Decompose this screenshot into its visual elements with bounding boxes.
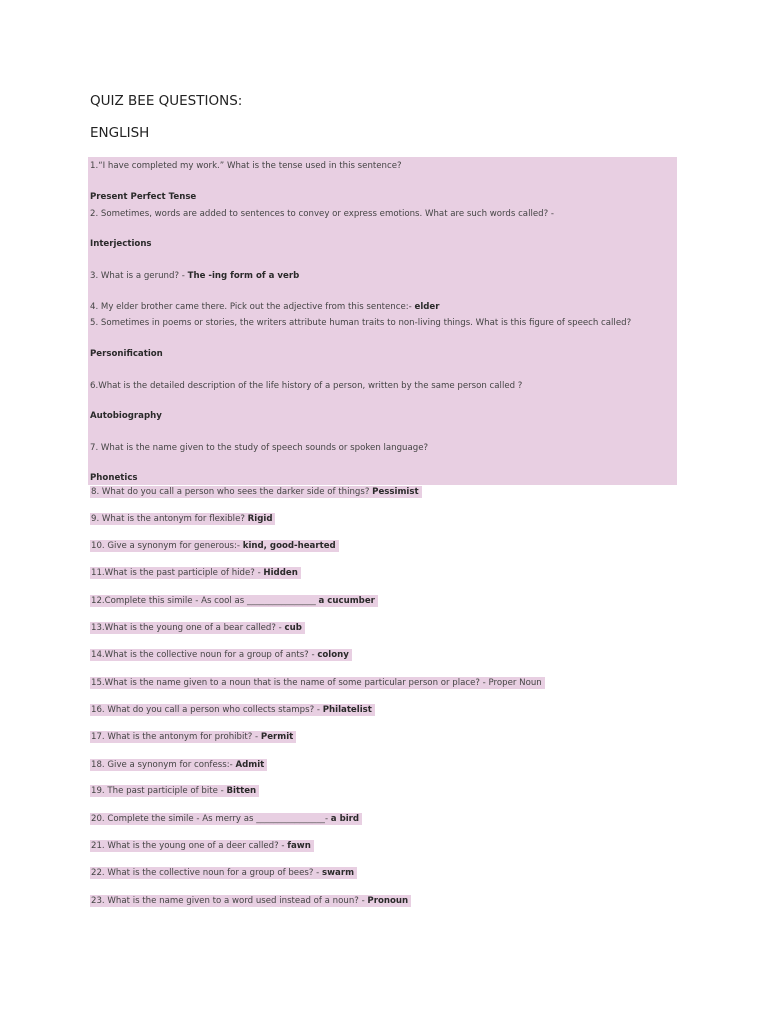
question-line [90, 348, 163, 360]
question-line-content [90, 271, 299, 281]
question-line [90, 813, 362, 825]
question-line [90, 317, 631, 329]
answer-text: a bird [330, 814, 360, 824]
question-line [90, 410, 162, 422]
question-line [90, 301, 440, 313]
question-line [90, 785, 259, 797]
question-text: 17. What is the antonym for prohibit? - [91, 732, 261, 742]
question-text: 18. Give a synonym for confess:- [91, 760, 236, 770]
answer-text: cub [284, 623, 302, 633]
question-text: 1.“I have completed my work.” What is the tense used in this sentence? [90, 161, 402, 171]
question-line [90, 677, 545, 689]
answer-text: Interjections [90, 239, 152, 249]
question-line-content [90, 486, 422, 498]
question-line [90, 540, 339, 552]
question-text: 4. My elder brother came there. Pick out the adjective from this sentence:- [90, 302, 415, 312]
question-line-content [90, 302, 440, 312]
question-text: 8. What do you call a person who sees the darker side of things? [91, 487, 373, 497]
question-line [90, 513, 275, 525]
answer-text: Personification [90, 349, 163, 359]
question-line-content [90, 677, 545, 689]
subject-heading: ENGLISH [90, 125, 150, 141]
answer-text: swarm [322, 868, 355, 878]
question-line [90, 840, 314, 852]
question-line-content [90, 595, 378, 607]
question-line [90, 867, 357, 879]
answer-text: Phonetics [90, 473, 138, 483]
question-text: 14.What is the collective noun for a group of ants? - [91, 650, 318, 660]
answer-text: The -ing form of a verb [187, 271, 300, 281]
question-text: 23. What is the name given to a word used instead of a noun? - [91, 896, 368, 906]
question-text: 6.What is the detailed description of the life history of a person, written by the same person called ? [90, 381, 523, 391]
question-text: 19. The past participle of bite - [91, 786, 227, 796]
question-line [90, 238, 152, 250]
question-line [90, 380, 522, 392]
question-line-content [90, 867, 357, 879]
answer-text: Pronoun [367, 896, 409, 906]
question-line-content [90, 513, 275, 525]
question-text: 12.Complete this simile - As cool as ________________ [91, 596, 319, 606]
question-text: 5. Sometimes in poems or stories, the writers attribute human traits to non-living things. What is this figure of speech called? [90, 318, 632, 328]
question-line-content [90, 161, 402, 171]
question-line-content [90, 239, 152, 249]
answer-text: Permit [260, 732, 294, 742]
question-line-content [90, 540, 339, 552]
question-text: 10. Give a synonym for generous:- [91, 541, 243, 551]
question-line-content [90, 813, 362, 825]
question-line-content [90, 704, 375, 716]
question-line [90, 731, 296, 743]
question-line-content [90, 895, 411, 907]
answer-text: fawn [287, 841, 311, 851]
question-text: 21. What is the young one of a deer called? - [91, 841, 288, 851]
question-line-content [90, 192, 196, 202]
question-line [90, 622, 305, 634]
answer-text: Pessimist [372, 487, 419, 497]
question-text: 11.What is the past participle of hide? - [91, 568, 264, 578]
question-text: 15.What is the name given to a noun that is the name of some particular person or place? - Proper Noun [91, 678, 542, 688]
question-line [90, 486, 422, 498]
question-text: 2. Sometimes, words are added to sentences to convey or express emotions. What are such words called? - [90, 209, 554, 219]
answer-text: kind, good-hearted [242, 541, 336, 551]
question-line-content [90, 443, 428, 453]
question-line [90, 567, 301, 579]
answer-text: Rigid [247, 514, 273, 524]
question-line-content [90, 209, 554, 219]
question-line [90, 191, 196, 203]
question-text: 16. What do you call a person who collects stamps? - [91, 705, 323, 715]
question-line [90, 160, 402, 172]
question-line-content [90, 473, 138, 483]
answer-text: Philatelist [322, 705, 372, 715]
question-line-content [90, 759, 267, 771]
question-line [90, 442, 428, 454]
question-line-content [90, 381, 522, 391]
question-text: 3. What is a gerund? - [90, 271, 188, 281]
question-line-content [90, 349, 163, 359]
question-text: 9. What is the antonym for flexible? [91, 514, 248, 524]
question-line-content [90, 567, 301, 579]
question-line [90, 472, 138, 484]
question-line [90, 895, 411, 907]
document-title: QUIZ BEE QUESTIONS: [90, 93, 243, 109]
answer-text: Hidden [263, 568, 298, 578]
question-line-content [90, 649, 352, 661]
answer-text: a cucumber [318, 596, 375, 606]
question-line-content [90, 785, 259, 797]
question-line-content [90, 731, 296, 743]
answer-text: elder [414, 302, 440, 312]
question-line [90, 595, 378, 607]
question-line-content [90, 622, 305, 634]
question-text: 22. What is the collective noun for a group of bees? - [91, 868, 322, 878]
question-text: 7. What is the name given to the study of speech sounds or spoken language? [90, 443, 429, 453]
answer-text: Autobiography [90, 411, 162, 421]
question-line-content [90, 411, 162, 421]
question-line [90, 759, 267, 771]
question-line [90, 270, 299, 282]
question-line [90, 704, 375, 716]
answer-text: Bitten [226, 786, 257, 796]
answer-text: Admit [235, 760, 265, 770]
question-line [90, 208, 554, 220]
question-line-content [90, 318, 631, 328]
answer-text: Present Perfect Tense [90, 192, 197, 202]
question-line-content [90, 840, 314, 852]
answer-text: colony [317, 650, 349, 660]
question-line [90, 649, 352, 661]
question-text: 20. Complete the simile - As merry as ________________- [91, 814, 331, 824]
question-text: 13.What is the young one of a bear called? - [91, 623, 285, 633]
